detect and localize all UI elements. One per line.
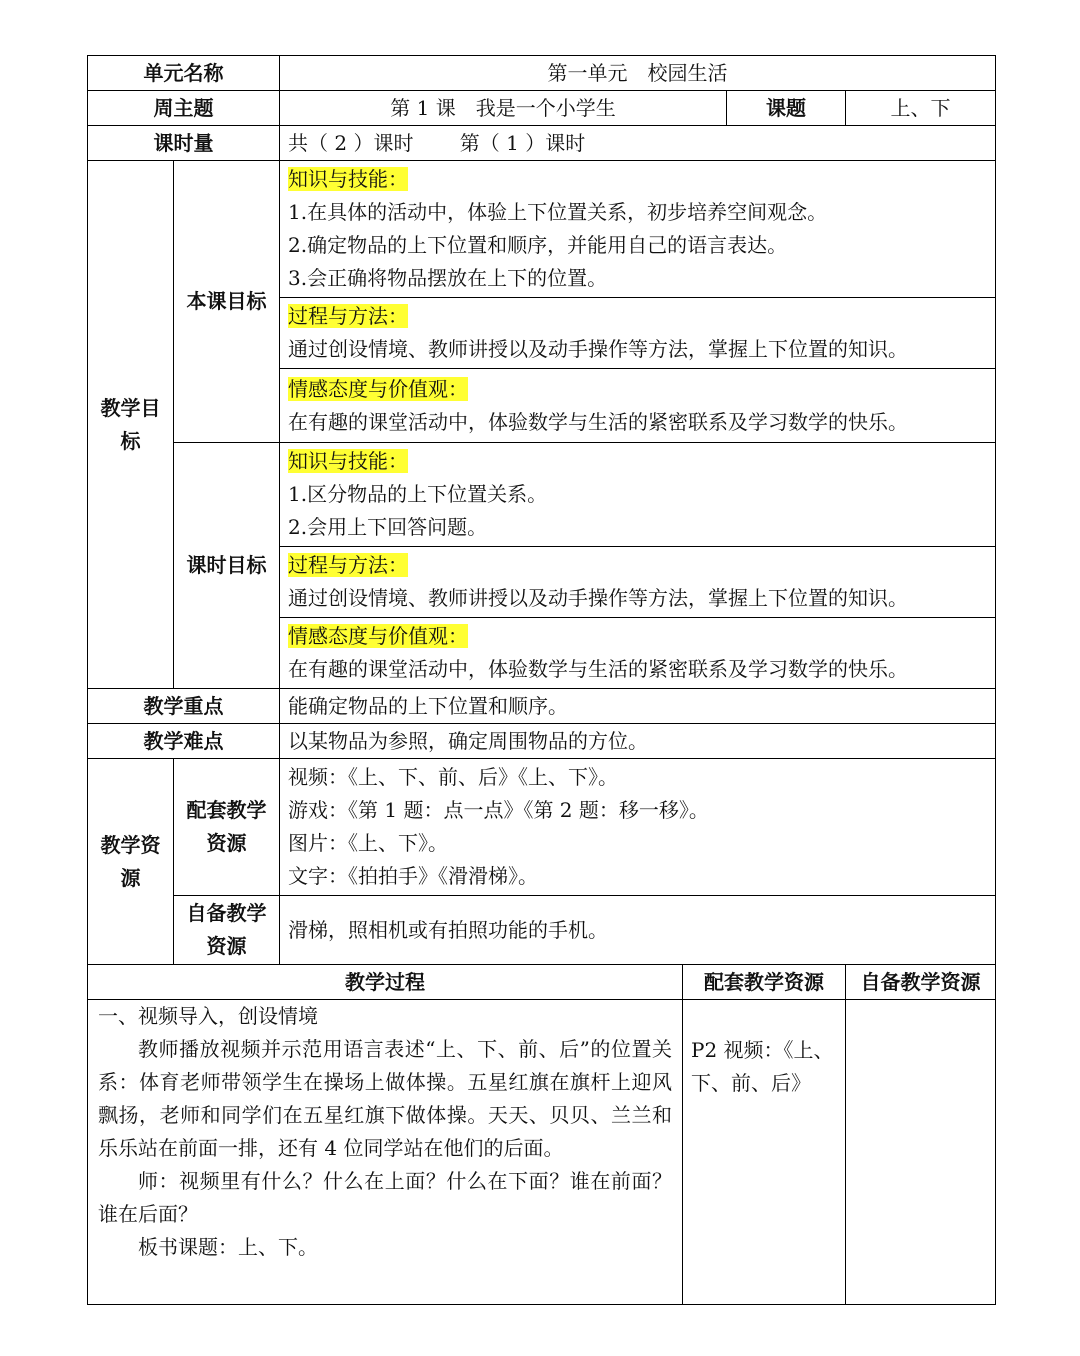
lesson-process-cell xyxy=(280,298,996,369)
period-process-cell xyxy=(280,547,996,618)
process-matched-resource: P2 视频：《上、下、前、后》 xyxy=(683,1000,846,1305)
process-body-row xyxy=(88,1000,996,1305)
process-self-header: 自备教学资源 xyxy=(846,965,996,1000)
hours-row xyxy=(88,126,996,161)
period-emotion-title: 情感态度与价值观： xyxy=(288,624,468,648)
lesson-goals-label: 本课目标 xyxy=(174,161,280,443)
period-process-title: 过程与方法： xyxy=(288,553,408,577)
period-goals-label: 课时目标 xyxy=(174,443,280,689)
process-content xyxy=(88,1000,683,1305)
difficulty-row xyxy=(88,724,996,759)
matched-resources-row xyxy=(88,759,996,896)
lesson-knowledge-item: 2.确定物品的上下位置和顺序，并能用自己的语言表达。 xyxy=(288,233,788,257)
key-point-label: 教学重点 xyxy=(88,689,280,724)
resources-label: 教学资源 xyxy=(88,759,174,965)
goals-label: 教学目标 xyxy=(88,161,174,689)
period-knowledge-row xyxy=(88,443,996,547)
key-point-value: 能确定物品的上下位置和顺序。 xyxy=(280,689,996,724)
self-resources-value: 滑梯，照相机或有拍照功能的手机。 xyxy=(280,896,996,965)
lesson-plan-table xyxy=(87,55,996,1305)
lesson-emotion-title: 情感态度与价值观： xyxy=(288,376,468,401)
matched-resources-label: 配套教学资源 xyxy=(174,759,280,896)
lesson-plan-sheet xyxy=(87,55,995,1305)
hours-label: 课时量 xyxy=(88,126,280,161)
process-header-row xyxy=(88,965,996,1000)
lesson-process-text: 通过创设情境、教师讲授以及动手操作等方法，掌握上下位置的知识。 xyxy=(288,337,908,361)
period-emotion-cell xyxy=(280,618,996,689)
lesson-knowledge-title: 知识与技能： xyxy=(288,167,408,191)
week-value: 第 1 课 我是一个小学生 xyxy=(280,91,727,126)
difficulty-label: 教学难点 xyxy=(88,724,280,759)
lesson-process-title: 过程与方法： xyxy=(288,304,408,328)
matched-resource-item: 图片：《上、下》。 xyxy=(288,831,448,855)
period-process-text: 通过创设情境、教师讲授以及动手操作等方法，掌握上下位置的知识。 xyxy=(288,586,908,610)
matched-resources-cell xyxy=(280,759,996,896)
process-paragraph: 教师播放视频并示范用语言表述“上、下、前、后”的位置关系：体育老师带领学生在操场上做体操。五星红旗在旗杆上迎风飘扬，老师和同学们在五星红旗下做体操。天天、贝贝、兰兰和乐乐站在前面一排，还有 4 位同学站在他们的后面。 xyxy=(98,1037,672,1160)
process-matched-header: 配套教学资源 xyxy=(683,965,846,1000)
topic-value: 上、下 xyxy=(846,91,996,126)
period-knowledge-title: 知识与技能： xyxy=(288,449,408,473)
unit-row xyxy=(88,56,996,91)
matched-resource-item: 文字：《拍拍手》《滑滑梯》。 xyxy=(288,864,538,888)
period-knowledge-item: 2.会用上下回答问题。 xyxy=(288,515,488,539)
unit-label: 单元名称 xyxy=(88,56,280,91)
lesson-knowledge-item: 3.会正确将物品摆放在上下的位置。 xyxy=(288,266,608,290)
period-knowledge-cell xyxy=(280,443,996,547)
lesson-emotion-cell xyxy=(280,369,996,443)
process-paragraph: 师：视频里有什么？什么在上面？什么在下面？谁在前面？谁在后面？ xyxy=(98,1169,672,1226)
lesson-knowledge-row xyxy=(88,161,996,298)
self-resources-row xyxy=(88,896,996,965)
lesson-knowledge-cell xyxy=(280,161,996,298)
process-paragraph: 板书课题：上、下。 xyxy=(138,1235,318,1259)
key-point-row xyxy=(88,689,996,724)
self-resources-label: 自备教学资源 xyxy=(174,896,280,965)
matched-resource-item: 游戏：《第 1 题：点一点》《第 2 题：移一移》。 xyxy=(288,798,709,822)
topic-label: 课题 xyxy=(727,91,846,126)
difficulty-value: 以某物品为参照，确定周围物品的方位。 xyxy=(280,724,996,759)
lesson-knowledge-item: 1.在具体的活动中，体验上下位置关系，初步培养空间观念。 xyxy=(288,200,828,224)
process-section-title: 一、视频导入，创设情境 xyxy=(98,1004,318,1028)
period-knowledge-item: 1.区分物品的上下位置关系。 xyxy=(288,482,548,506)
week-row xyxy=(88,91,996,126)
lesson-emotion-text: 在有趣的课堂活动中，体验数学与生活的紧密联系及学习数学的快乐。 xyxy=(288,409,908,434)
process-header: 教学过程 xyxy=(88,965,683,1000)
period-emotion-text: 在有趣的课堂活动中，体验数学与生活的紧密联系及学习数学的快乐。 xyxy=(288,657,908,681)
process-self-resource xyxy=(846,1000,996,1305)
matched-resource-item: 视频：《上、下、前、后》《上、下》。 xyxy=(288,765,618,789)
unit-value: 第一单元 校园生活 xyxy=(280,56,996,91)
week-label: 周主题 xyxy=(88,91,280,126)
hours-value: 共（ 2 ）课时 第（ 1 ）课时 xyxy=(280,126,996,161)
